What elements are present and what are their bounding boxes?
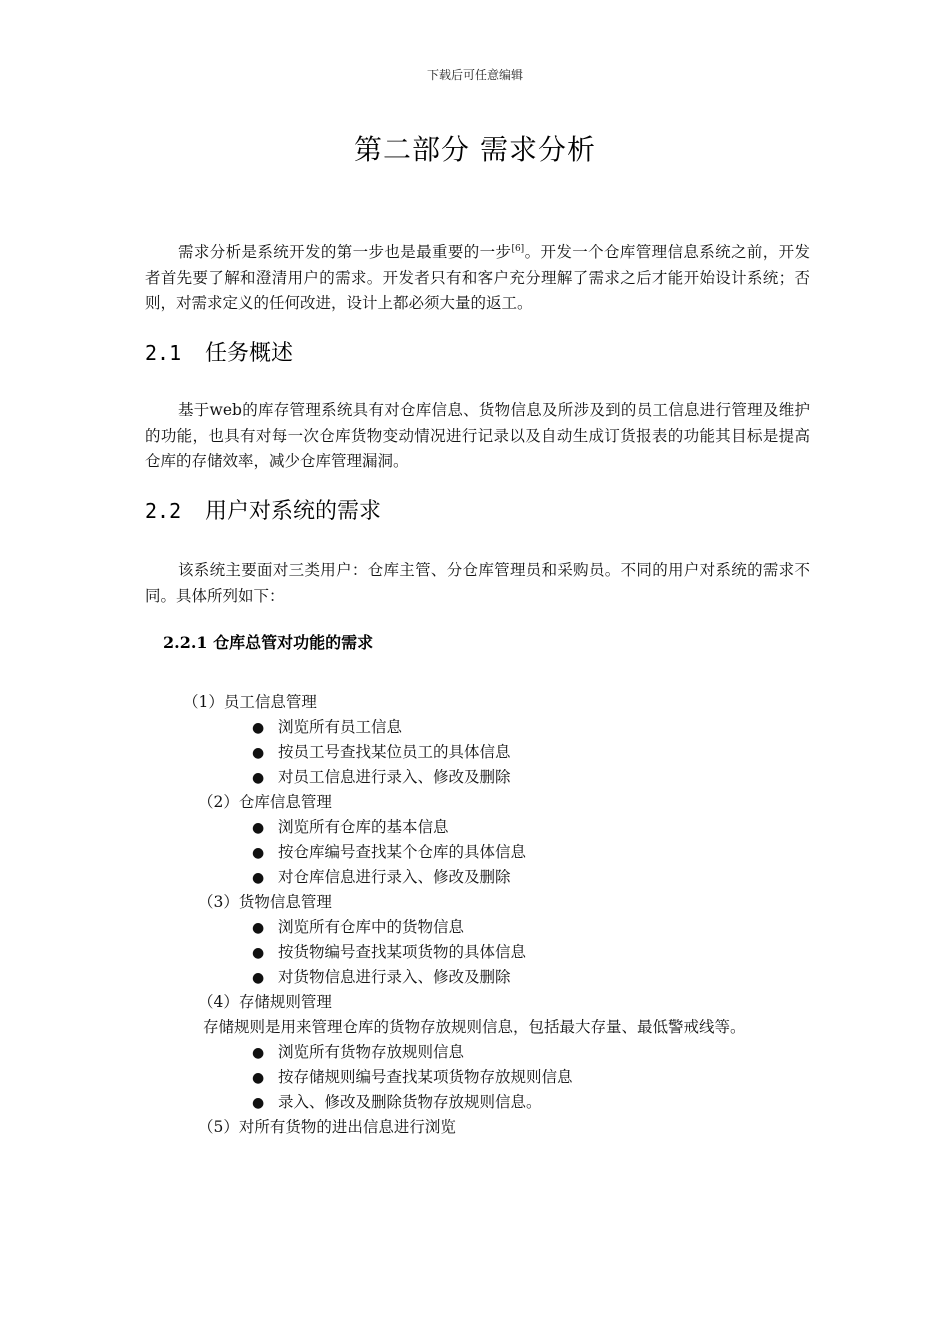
- list-item-text: 浏览所有仓库中的货物信息: [278, 918, 465, 936]
- section-2-1-heading: [145, 336, 293, 367]
- section-2-2-paragraph: 该系统主要面对三类用户：仓库主管、分仓库管理员和采购员。不同的用户对系统的需求不同。具体所列如下：: [145, 561, 810, 605]
- list-item: [252, 740, 511, 762]
- list-item-text: 按员工号查找某位员工的具体信息: [278, 743, 511, 761]
- list-group-label: （5）对所有货物的进出信息进行浏览: [198, 1118, 456, 1136]
- page-title: 第二部分 需求分析: [354, 133, 596, 166]
- list-item-text: 按货物编号查找某项货物的具体信息: [278, 943, 527, 961]
- list-item-text: 录入、修改及删除货物存放规则信息。: [278, 1093, 542, 1111]
- bullet-icon: ●: [252, 1070, 265, 1086]
- list-item-text: 浏览所有仓库的基本信息: [278, 818, 449, 836]
- list-item-text: 对员工信息进行录入、修改及删除: [278, 768, 511, 786]
- list-item: [252, 915, 464, 937]
- list-item: [252, 715, 402, 737]
- section-title: 用户对系统的需求: [205, 499, 382, 524]
- section-2-2-heading: [145, 494, 381, 525]
- list-group-label: （1）员工信息管理: [183, 693, 317, 711]
- bullet-icon: ●: [252, 845, 265, 861]
- bullet-icon: ●: [252, 720, 265, 736]
- section-2-2-1-heading: 2.2.1 仓库总管对功能的需求: [163, 633, 374, 652]
- bullet-icon: ●: [252, 870, 265, 886]
- bullet-icon: ●: [252, 945, 265, 961]
- bullet-icon: ●: [252, 820, 265, 836]
- section-number: 2.1: [145, 341, 182, 365]
- section-title: 任务概述: [205, 341, 294, 366]
- bullet-icon: ●: [252, 970, 265, 986]
- list-item: [252, 940, 526, 962]
- section-number: 2.2: [145, 499, 182, 523]
- section-2-1-paragraph: 基于web的库存管理系统具有对仓库信息、货物信息及所涉及到的员工信息进行管理及维护的功能，也具有对每一次仓库货物变动情况进行记录以及自动生成订货报表的功能其目标是提高仓库的存储效率，减少仓库管理漏洞。: [145, 401, 810, 471]
- intro-text: 需求分析是系统开发的第一步也是最重要的一步: [178, 243, 512, 261]
- bullet-icon: ●: [252, 920, 265, 936]
- bullet-icon: ●: [252, 770, 265, 786]
- list-item: [252, 865, 511, 887]
- list-group-label: （2）仓库信息管理: [198, 793, 332, 811]
- list-item: [252, 965, 511, 987]
- list-item-text: 对货物信息进行录入、修改及删除: [278, 968, 511, 986]
- list-group-label: （4）存储规则管理: [198, 993, 332, 1011]
- list-item-text: 对仓库信息进行录入、修改及删除: [278, 868, 511, 886]
- list-item-text: 按仓库编号查找某个仓库的具体信息: [278, 843, 527, 861]
- bullet-icon: ●: [252, 1095, 265, 1111]
- list-item-text: 按存储规则编号查找某项货物存放规则信息: [278, 1068, 573, 1086]
- intro-paragraph: [145, 240, 810, 317]
- bullet-icon: ●: [252, 745, 265, 761]
- list-item: [252, 1040, 464, 1062]
- list-item-text: 浏览所有员工信息: [278, 718, 403, 736]
- header-note: 下载后可任意编辑: [426, 68, 523, 82]
- list-item-text: 浏览所有货物存放规则信息: [278, 1043, 465, 1061]
- bullet-icon: ●: [252, 1045, 265, 1061]
- citation-ref: [6]: [511, 244, 525, 254]
- list-item: [252, 815, 449, 837]
- list-group-label: （3）货物信息管理: [198, 893, 332, 911]
- intro-text-continued: 。开发一个仓库管理信息系统之前，开发者首先要了解和澄清用户的需求。开发者只有和客户充分理解了需求之后才能开始设计系统；否则，对需求定义的任何改进，设计上都必须大量的返工。: [145, 243, 810, 313]
- list-item: [252, 765, 511, 787]
- list-item: [252, 840, 526, 862]
- list-group-note: 存储规则是用来管理仓库的货物存放规则信息，包括最大存量、最低警戒线等。: [203, 1018, 746, 1036]
- list-item: [252, 1065, 573, 1087]
- list-item: [252, 1090, 542, 1112]
